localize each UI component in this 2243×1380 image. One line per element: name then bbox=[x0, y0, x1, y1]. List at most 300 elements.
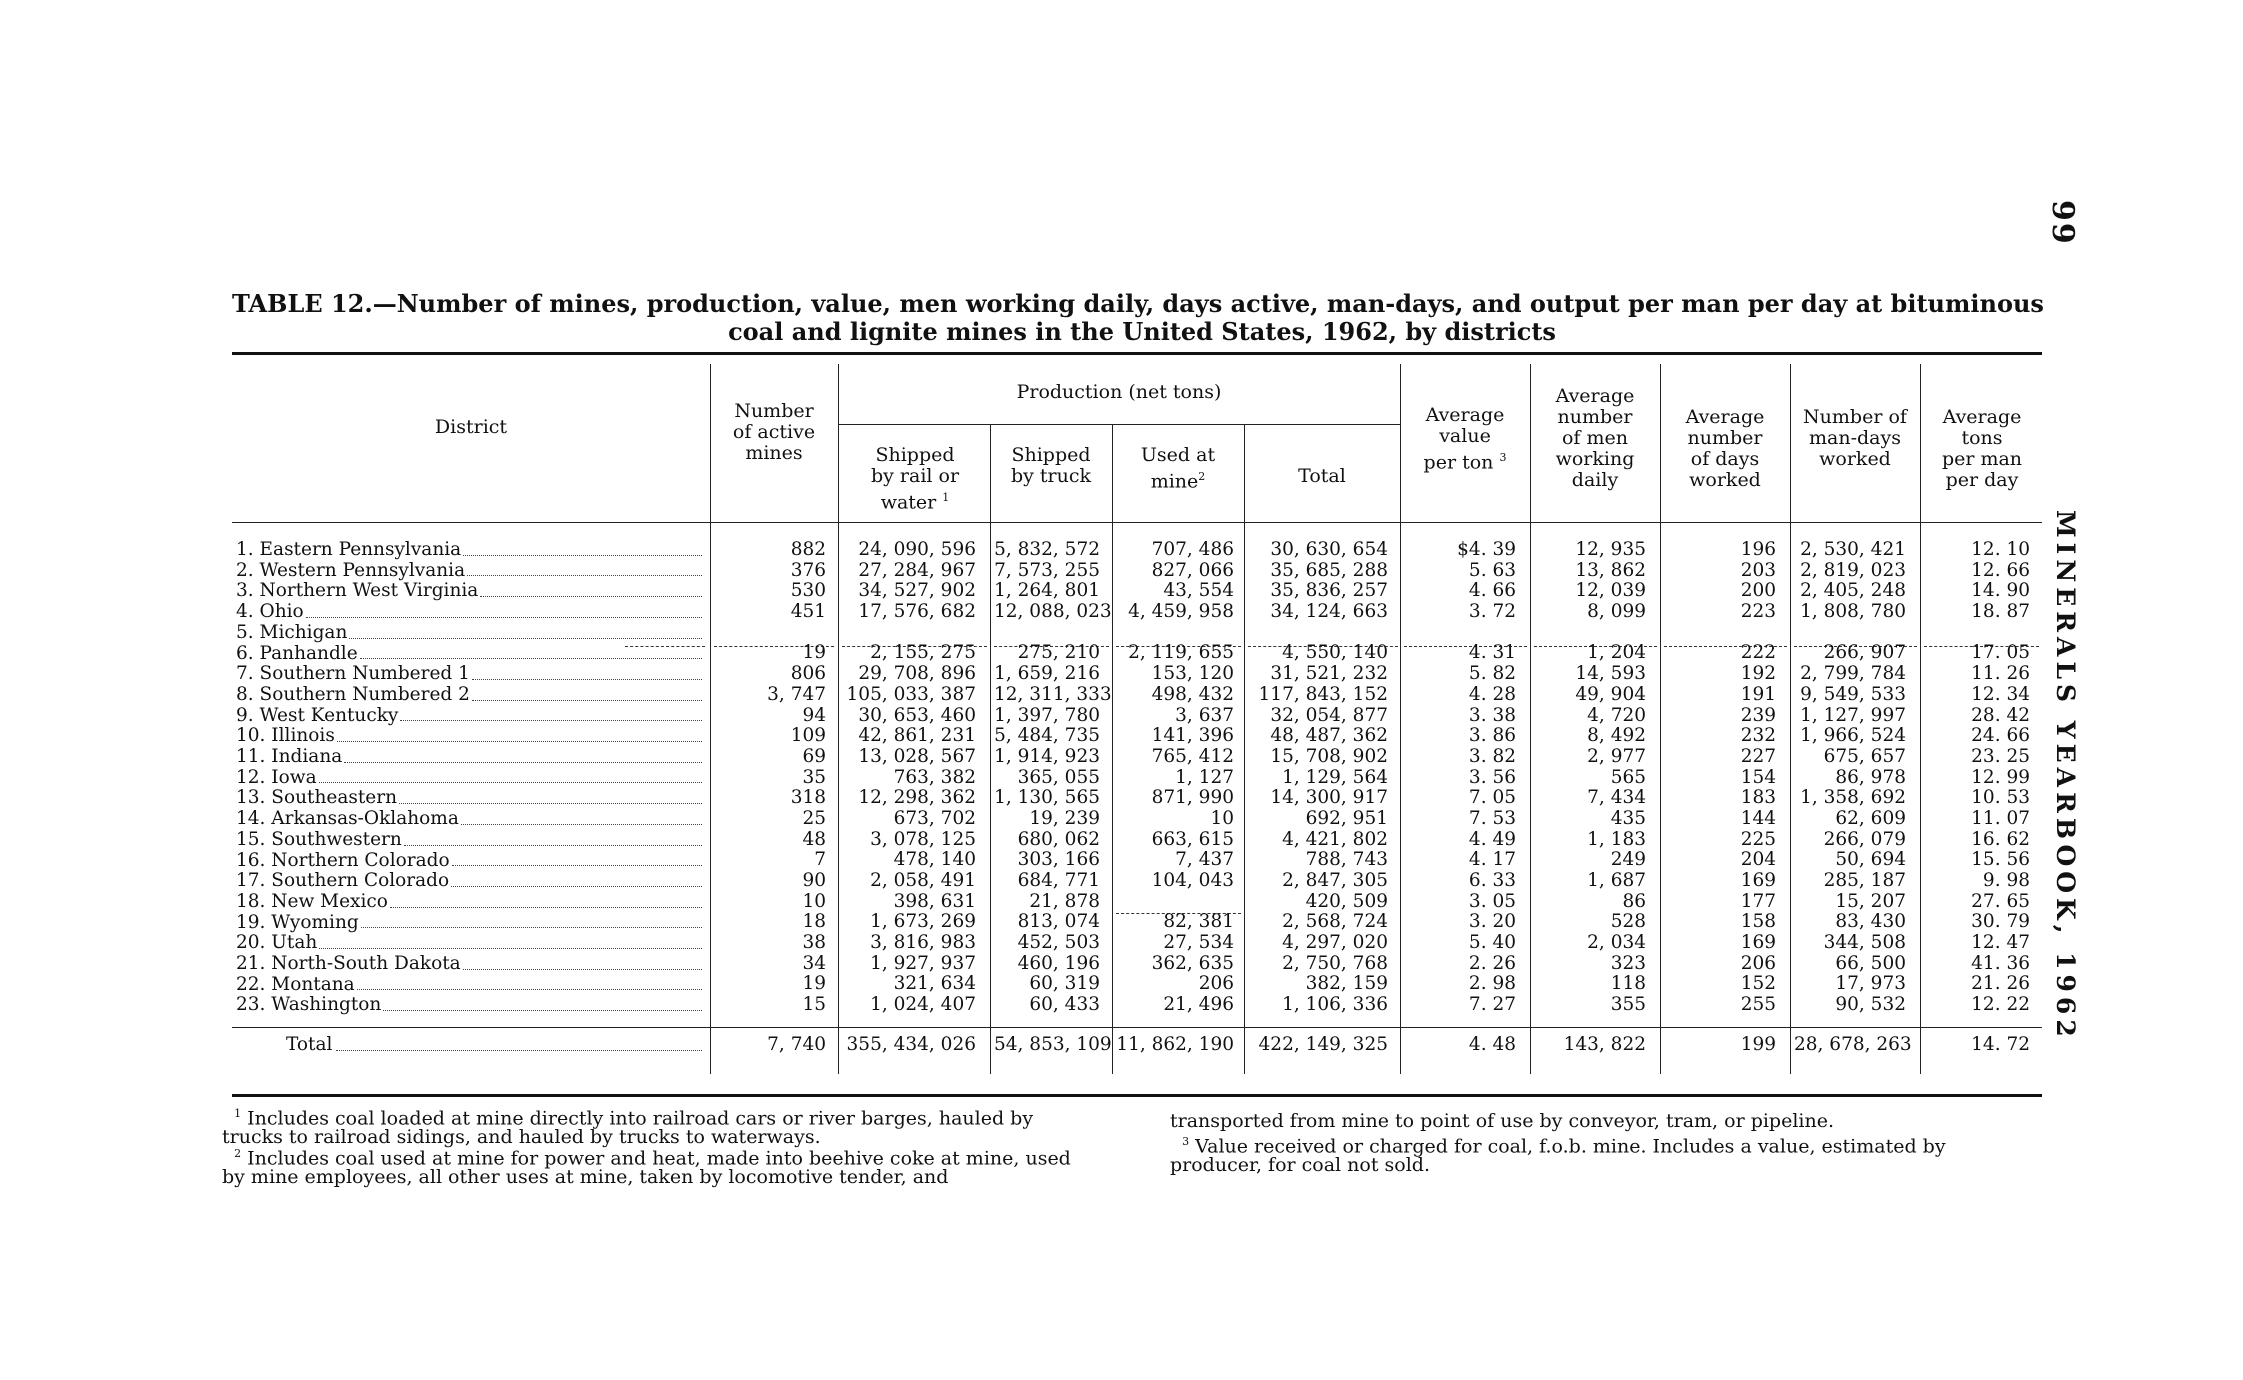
cell-men: 1, 687 bbox=[1587, 870, 1646, 891]
leader-dots bbox=[383, 995, 702, 1011]
col-divider bbox=[1530, 364, 1531, 1074]
cell-tons: 27. 65 bbox=[1971, 890, 2030, 912]
cell-used: 4, 459, 958 bbox=[1128, 601, 1234, 623]
title-line-1: TABLE 12.—Number of mines, production, value, men working daily, days active, man-days, and output per man per day at bituminous bbox=[232, 289, 2044, 318]
district-row bbox=[236, 975, 704, 996]
cell-value: 3. 72 bbox=[1468, 601, 1516, 623]
leader-dots bbox=[467, 561, 702, 577]
cell-rail: 478, 140 bbox=[893, 849, 976, 871]
col-divider bbox=[710, 364, 711, 1074]
cell-total: 32, 054, 877 bbox=[1270, 704, 1388, 726]
cell-tons bbox=[1924, 623, 2030, 644]
leader-dots bbox=[452, 851, 702, 867]
cell-value: 4. 31 bbox=[1468, 642, 1516, 664]
page-number: 99 bbox=[2045, 200, 2080, 246]
cell-mines: 15 bbox=[802, 994, 826, 1016]
cell-truck: 60, 433 bbox=[1029, 994, 1100, 1016]
cell-total: 35, 836, 257 bbox=[1270, 580, 1388, 602]
cell-truck: 5, 832, 572 bbox=[994, 539, 1100, 560]
cell-rail: 30, 653, 460 bbox=[858, 704, 976, 726]
district-row bbox=[236, 851, 704, 872]
header-value-per-ton: Average value per ton $^3$ bbox=[1423, 404, 1507, 474]
production-group-rule bbox=[838, 424, 1400, 425]
header-district: District bbox=[434, 416, 508, 438]
cell-days: 169 bbox=[1740, 870, 1776, 891]
district-name: 2. Western Pennsylvania bbox=[236, 559, 466, 581]
cell-rail: 398, 631 bbox=[893, 890, 976, 912]
footnote-3: $^3$ Value received or charged for coal, f.o.b. mine. Includes a value, estimated by producer, for coal not sold. bbox=[1170, 1135, 1946, 1177]
col-divider bbox=[1790, 364, 1791, 1074]
cell-men: 7, 434 bbox=[1587, 787, 1646, 809]
cell-value: 3. 38 bbox=[1468, 704, 1516, 726]
district-name: 12. Iowa bbox=[236, 766, 317, 788]
cell-man-days: 2, 405, 248 bbox=[1800, 580, 1906, 602]
cell-tons: 41. 36 bbox=[1971, 952, 2030, 974]
district-row bbox=[236, 995, 704, 1016]
cell-rail: 1, 673, 269 bbox=[870, 911, 976, 933]
total-mines: 7, 740 bbox=[767, 1034, 826, 1055]
cell-value: 7. 53 bbox=[1468, 807, 1516, 829]
cell-truck: 460, 196 bbox=[1017, 952, 1100, 974]
cell-days: 223 bbox=[1740, 601, 1776, 623]
cell-man-days: 675, 657 bbox=[1823, 745, 1906, 767]
district-row bbox=[236, 830, 704, 851]
leader-dots bbox=[361, 913, 702, 929]
column-total bbox=[1248, 540, 1388, 1016]
cell-days: 239 bbox=[1740, 704, 1776, 726]
header-used-at-mine: Used at mine$^2$ bbox=[1140, 444, 1216, 493]
column-tons-per-man bbox=[1924, 540, 2030, 1016]
cell-rail: 13, 028, 567 bbox=[858, 745, 976, 767]
cell-days: 204 bbox=[1740, 849, 1776, 871]
cell-truck: 813, 074 bbox=[1017, 911, 1100, 933]
cell-total: 4, 550, 140 bbox=[1282, 642, 1388, 664]
cell-man-days: 266, 079 bbox=[1823, 828, 1906, 850]
column-value-per-ton bbox=[1404, 540, 1516, 1016]
cell-men: 355 bbox=[1610, 994, 1646, 1016]
cell-mines: 19 bbox=[802, 973, 826, 995]
cell-men: 8, 492 bbox=[1587, 725, 1646, 747]
cell-value: 4. 17 bbox=[1468, 849, 1516, 871]
district-row bbox=[236, 561, 704, 582]
cell-truck: 1, 914, 923 bbox=[994, 745, 1100, 767]
cell-used: 104, 043 bbox=[1151, 870, 1234, 891]
cell-men: 14, 593 bbox=[1575, 663, 1646, 685]
total-days: 199 bbox=[1740, 1034, 1776, 1055]
cell-men: 13, 862 bbox=[1575, 559, 1646, 581]
cell-days: 200 bbox=[1740, 580, 1776, 602]
cell-rail: 29, 708, 896 bbox=[858, 663, 976, 685]
cell-total: 15, 708, 902 bbox=[1270, 745, 1388, 767]
cell-used bbox=[1116, 892, 1234, 913]
cell-man-days: 90, 532 bbox=[1835, 994, 1906, 1016]
cell-rail: 763, 382 bbox=[893, 766, 976, 788]
district-row bbox=[236, 871, 704, 892]
cell-rail: 2, 058, 491 bbox=[870, 870, 976, 891]
total-rail: 355, 434, 026 bbox=[846, 1034, 976, 1055]
cell-total: 692, 951 bbox=[1305, 807, 1388, 829]
district-name: 18. New Mexico bbox=[236, 890, 388, 912]
cell-truck: 1, 397, 780 bbox=[994, 704, 1100, 726]
cell-mines: 882 bbox=[790, 539, 826, 560]
district-name: 6. Panhandle bbox=[236, 642, 358, 664]
cell-value: 3. 20 bbox=[1468, 911, 1516, 933]
district-name: 9. West Kentucky bbox=[236, 704, 399, 726]
cell-mines: 7 bbox=[814, 849, 826, 871]
cell-used bbox=[1116, 623, 1234, 644]
cell-days: 192 bbox=[1740, 663, 1776, 685]
cell-used: 27, 534 bbox=[1163, 932, 1234, 954]
cell-tons: 15. 56 bbox=[1971, 849, 2030, 871]
cell-tons: 10. 53 bbox=[1971, 787, 2030, 809]
cell-truck: 1, 130, 565 bbox=[994, 787, 1100, 809]
cell-men: 1, 204 bbox=[1587, 642, 1646, 664]
cell-mines: 35 bbox=[802, 766, 826, 788]
cell-days: 255 bbox=[1740, 994, 1776, 1016]
running-head: MINERALS YEARBOOK, 1962 bbox=[2051, 510, 2080, 1042]
cell-man-days: 1, 358, 692 bbox=[1800, 787, 1906, 809]
cell-truck: 275, 210 bbox=[1017, 642, 1100, 664]
cell-days bbox=[1664, 623, 1776, 644]
cell-value: 7. 27 bbox=[1468, 994, 1516, 1016]
cell-rail: 1, 024, 407 bbox=[870, 994, 976, 1016]
cell-man-days: 15, 207 bbox=[1835, 890, 1906, 912]
district-row bbox=[236, 892, 704, 913]
cell-men: 565 bbox=[1610, 766, 1646, 788]
column-days-worked bbox=[1664, 540, 1776, 1016]
cell-man-days: 62, 609 bbox=[1835, 807, 1906, 829]
cell-total: 117, 843, 152 bbox=[1258, 683, 1388, 705]
cell-value: 3. 82 bbox=[1468, 745, 1516, 767]
cell-men: 249 bbox=[1610, 849, 1646, 871]
column-active-mines bbox=[714, 540, 826, 1016]
cell-total: 420, 509 bbox=[1305, 890, 1388, 912]
cell-total: 2, 750, 768 bbox=[1282, 952, 1388, 974]
district-row bbox=[236, 685, 704, 706]
cell-man-days: 285, 187 bbox=[1823, 870, 1906, 891]
cell-mines: 318 bbox=[790, 787, 826, 809]
header-men-working: Average number of men working daily bbox=[1555, 385, 1635, 491]
cell-tons: 14. 90 bbox=[1971, 580, 2030, 602]
total-man-days: 28, 678, 263 bbox=[1794, 1034, 1912, 1055]
cell-rail: 1, 927, 937 bbox=[870, 952, 976, 974]
cell-used: 765, 412 bbox=[1151, 745, 1234, 767]
district-name: 15. Southwestern bbox=[236, 828, 402, 850]
cell-days: 154 bbox=[1740, 766, 1776, 788]
cell-days: 177 bbox=[1740, 890, 1776, 912]
total-value: 4. 48 bbox=[1468, 1034, 1516, 1055]
table-title bbox=[232, 290, 2052, 346]
col-divider bbox=[838, 364, 839, 1074]
cell-total: 30, 630, 654 bbox=[1270, 539, 1388, 560]
cell-mines: 10 bbox=[802, 890, 826, 912]
cell-rail: 42, 861, 231 bbox=[858, 725, 976, 747]
cell-man-days: 17, 973 bbox=[1835, 973, 1906, 995]
cell-mines: 806 bbox=[790, 663, 826, 685]
cell-total: 4, 421, 802 bbox=[1282, 828, 1388, 850]
cell-value: 5. 40 bbox=[1468, 932, 1516, 954]
cell-truck: 7, 573, 255 bbox=[994, 559, 1100, 581]
cell-men: 4, 720 bbox=[1587, 704, 1646, 726]
cell-mines: 94 bbox=[802, 704, 826, 726]
cell-value: 7. 05 bbox=[1468, 787, 1516, 809]
cell-man-days: 9, 549, 533 bbox=[1800, 683, 1906, 705]
total-truck: 54, 853, 109 bbox=[994, 1034, 1112, 1055]
table-bottom-rule bbox=[232, 1094, 2042, 1097]
cell-truck: 12, 088, 023 bbox=[994, 601, 1112, 623]
cell-men: 8, 099 bbox=[1587, 601, 1646, 623]
cell-rail: 3, 078, 125 bbox=[870, 828, 976, 850]
cell-tons: 16. 62 bbox=[1971, 828, 2030, 850]
cell-used: 7, 437 bbox=[1175, 849, 1234, 871]
district-row bbox=[236, 809, 704, 830]
cell-man-days: 83, 430 bbox=[1835, 911, 1906, 933]
cell-used: 1, 127 bbox=[1175, 766, 1234, 788]
cell-used: 707, 486 bbox=[1151, 539, 1234, 560]
col-divider bbox=[1920, 364, 1921, 1074]
cell-truck: 303, 166 bbox=[1017, 849, 1100, 871]
district-column bbox=[236, 540, 704, 1016]
cell-tons: 28. 42 bbox=[1971, 704, 2030, 726]
district-name: 23. Washington bbox=[236, 994, 382, 1016]
leader-dots bbox=[463, 540, 702, 556]
cell-total: 1, 106, 336 bbox=[1282, 994, 1388, 1016]
leader-dots bbox=[472, 664, 702, 680]
district-name: 22. Montana bbox=[236, 973, 355, 995]
cell-tons: 18. 87 bbox=[1971, 601, 2030, 623]
leader-dots bbox=[344, 747, 702, 763]
column-man-days bbox=[1794, 540, 1906, 1016]
district-row bbox=[236, 540, 704, 561]
cell-used: 141, 396 bbox=[1151, 725, 1234, 747]
cell-rail: 673, 702 bbox=[893, 807, 976, 829]
leader-dots bbox=[399, 788, 702, 804]
cell-men: 118 bbox=[1610, 973, 1646, 995]
cell-tons: 12. 22 bbox=[1971, 994, 2030, 1016]
cell-total: 788, 743 bbox=[1305, 849, 1388, 871]
cell-truck: 19, 239 bbox=[1029, 807, 1100, 829]
cell-total bbox=[1248, 623, 1388, 644]
cell-value: 3. 05 bbox=[1468, 890, 1516, 912]
cell-truck bbox=[994, 623, 1100, 644]
leader-dots bbox=[400, 706, 702, 722]
cell-mines: 451 bbox=[790, 601, 826, 623]
cell-rail: 24, 090, 596 bbox=[858, 539, 976, 560]
cell-used: 82, 381 bbox=[1163, 911, 1234, 933]
header-shipped-truck: Shipped by truck bbox=[1010, 444, 1092, 487]
district-name: 8. Southern Numbered 2 bbox=[236, 683, 470, 705]
cell-mines: 25 bbox=[802, 807, 826, 829]
cell-tons: 11. 07 bbox=[1971, 807, 2030, 829]
district-row bbox=[236, 747, 704, 768]
cell-used: 362, 635 bbox=[1151, 952, 1234, 974]
leader-dots bbox=[404, 830, 702, 846]
district-name: 11. Indiana bbox=[236, 746, 343, 768]
header-days-worked: Average number of days worked bbox=[1685, 406, 1765, 491]
cell-used: 498, 432 bbox=[1151, 683, 1234, 705]
cell-man-days: 1, 127, 997 bbox=[1800, 704, 1906, 726]
cell-truck: 680, 062 bbox=[1017, 828, 1100, 850]
district-name: 5. Michigan bbox=[236, 621, 348, 643]
cell-tons: 11. 26 bbox=[1971, 663, 2030, 685]
cell-rail bbox=[842, 623, 976, 644]
cell-truck: 1, 264, 801 bbox=[994, 580, 1100, 602]
leader-dots bbox=[451, 871, 702, 887]
cell-men: 49, 904 bbox=[1575, 683, 1646, 705]
cell-rail: 12, 298, 362 bbox=[858, 787, 976, 809]
header-total: Total bbox=[1298, 465, 1346, 487]
district-row bbox=[236, 602, 704, 623]
header-man-days: Number of man-days worked bbox=[1803, 406, 1907, 470]
total-tons: 14. 72 bbox=[1971, 1034, 2030, 1055]
cell-days: 227 bbox=[1740, 745, 1776, 767]
cell-value: 5. 82 bbox=[1468, 663, 1516, 685]
district-row bbox=[236, 706, 704, 727]
leader-dots bbox=[463, 954, 702, 970]
cell-total: 14, 300, 917 bbox=[1270, 787, 1388, 809]
district-name: 16. Northern Colorado bbox=[236, 849, 450, 871]
total-men: 143, 822 bbox=[1563, 1034, 1646, 1055]
cell-tons: 30. 79 bbox=[1971, 911, 2030, 933]
cell-man-days: 344, 508 bbox=[1823, 932, 1906, 954]
leader-dots bbox=[461, 809, 702, 825]
cell-man-days: 1, 966, 524 bbox=[1800, 725, 1906, 747]
header-active-mines: Number of active mines bbox=[732, 400, 816, 464]
cell-men: 1, 183 bbox=[1587, 828, 1646, 850]
total-used: 11, 862, 190 bbox=[1116, 1034, 1234, 1055]
footnote-2: $^2$ Includes coal used at mine for power and heat, made into beehive coke at mine, used by mine employees, all other uses at mine, taken by locomotive tender, and bbox=[222, 1147, 1071, 1189]
cell-rail: 105, 033, 387 bbox=[846, 683, 976, 705]
cell-days: 222 bbox=[1740, 642, 1776, 664]
cell-man-days: 1, 808, 780 bbox=[1800, 601, 1906, 623]
cell-value: 4. 28 bbox=[1468, 683, 1516, 705]
cell-value: 6. 33 bbox=[1468, 870, 1516, 891]
cell-value: 3. 86 bbox=[1468, 725, 1516, 747]
cell-men: 2, 034 bbox=[1587, 932, 1646, 954]
district-row bbox=[236, 768, 704, 789]
cell-mines: 18 bbox=[802, 911, 826, 933]
cell-men: 528 bbox=[1610, 911, 1646, 933]
cell-tons: 9. 98 bbox=[1982, 870, 2030, 891]
district-row bbox=[236, 664, 704, 685]
cell-mines: 69 bbox=[802, 745, 826, 767]
cell-mines: 109 bbox=[790, 725, 826, 747]
cell-rail: 3, 816, 983 bbox=[870, 932, 976, 954]
cell-man-days: 266, 907 bbox=[1823, 642, 1906, 664]
district-name: 13. Southeastern bbox=[236, 787, 397, 809]
leader-dots bbox=[349, 623, 702, 639]
cell-value: 4. 66 bbox=[1468, 580, 1516, 602]
cell-days: 169 bbox=[1740, 932, 1776, 954]
cell-men: 323 bbox=[1610, 952, 1646, 974]
cell-mines: 38 bbox=[802, 932, 826, 954]
district-name: 17. Southern Colorado bbox=[236, 870, 450, 892]
cell-truck: 684, 771 bbox=[1017, 870, 1100, 891]
district-row bbox=[236, 581, 704, 602]
cell-mines: 3, 747 bbox=[767, 683, 826, 705]
cell-days: 183 bbox=[1740, 787, 1776, 809]
cell-rail: 34, 527, 902 bbox=[858, 580, 976, 602]
district-row bbox=[236, 913, 704, 934]
cell-tons: 12. 47 bbox=[1971, 932, 2030, 954]
cell-days: 158 bbox=[1740, 911, 1776, 933]
cell-men: 2, 977 bbox=[1587, 745, 1646, 767]
total-label: Total bbox=[286, 1034, 704, 1056]
cell-truck: 5, 484, 735 bbox=[994, 725, 1100, 747]
cell-men: 12, 935 bbox=[1575, 539, 1646, 560]
cell-tons: 12. 99 bbox=[1971, 766, 2030, 788]
cell-truck: 60, 319 bbox=[1029, 973, 1100, 995]
district-name: 3. Northern West Virginia bbox=[236, 580, 479, 602]
column-used-at-mine bbox=[1116, 540, 1234, 1016]
cell-mines: 48 bbox=[802, 828, 826, 850]
cell-total: 1, 129, 564 bbox=[1282, 766, 1388, 788]
leader-dots bbox=[306, 602, 702, 618]
cell-truck: 452, 503 bbox=[1017, 932, 1100, 954]
column-shipped-rail bbox=[842, 540, 976, 1016]
district-name: 7. Southern Numbered 1 bbox=[236, 663, 470, 685]
cell-total: 4, 297, 020 bbox=[1282, 932, 1388, 954]
cell-days: 206 bbox=[1740, 952, 1776, 974]
cell-used: 21, 496 bbox=[1163, 994, 1234, 1016]
cell-rail: 2, 155, 275 bbox=[870, 642, 976, 664]
header-shipped-rail: Shipped by rail or water $^1$ bbox=[870, 444, 960, 514]
district-name: 4. Ohio bbox=[236, 601, 304, 623]
header-production-group: Production (net tons) bbox=[1016, 381, 1222, 403]
leader-dots bbox=[472, 685, 702, 701]
cell-total: 35, 685, 288 bbox=[1270, 559, 1388, 581]
leader-dots bbox=[337, 726, 702, 742]
cell-total: 48, 487, 362 bbox=[1270, 725, 1388, 747]
cell-days: 232 bbox=[1740, 725, 1776, 747]
cell-man-days: 2, 799, 784 bbox=[1800, 663, 1906, 685]
cell-man-days: 86, 978 bbox=[1835, 766, 1906, 788]
district-row bbox=[236, 623, 704, 644]
cell-days: 152 bbox=[1740, 973, 1776, 995]
header-bottom-rule bbox=[232, 522, 2042, 523]
leader-dots bbox=[319, 933, 702, 949]
cell-total: 2, 847, 305 bbox=[1282, 870, 1388, 891]
cell-value: 5. 63 bbox=[1468, 559, 1516, 581]
footnote-1: $^1$ Includes coal loaded at mine directly into railroad cars or river barges, hauled by trucks to railroad sidings, and hauled by trucks to waterways. bbox=[222, 1107, 1034, 1149]
cell-days: 225 bbox=[1740, 828, 1776, 850]
table-top-rule bbox=[232, 352, 2042, 355]
leader-dots bbox=[357, 975, 702, 991]
district-row bbox=[236, 644, 704, 665]
header-tons-per-man: Average tons per man per day bbox=[1941, 406, 2023, 491]
cell-tons: 12. 34 bbox=[1971, 683, 2030, 705]
cell-used: 3, 637 bbox=[1175, 704, 1234, 726]
cell-man-days: 2, 819, 023 bbox=[1800, 559, 1906, 581]
cell-value bbox=[1404, 623, 1516, 644]
cell-used: 206 bbox=[1198, 973, 1234, 995]
title-line-2: coal and lignite mines in the United States, 1962, by districts bbox=[728, 317, 1556, 346]
col-divider bbox=[1660, 364, 1661, 1074]
cell-mines: 90 bbox=[802, 870, 826, 891]
cell-mines: 376 bbox=[790, 559, 826, 581]
cell-used: 10 bbox=[1210, 807, 1234, 829]
cell-days: 144 bbox=[1740, 807, 1776, 829]
cell-man-days bbox=[1794, 623, 1906, 644]
district-name: 21. North-South Dakota bbox=[236, 953, 461, 975]
cell-tons: 17. 05 bbox=[1971, 642, 2030, 664]
cell-man-days: 50, 694 bbox=[1835, 849, 1906, 871]
total-total: 422, 149, 325 bbox=[1258, 1034, 1388, 1055]
cell-men: 86 bbox=[1622, 890, 1646, 912]
col-divider bbox=[1400, 364, 1401, 1074]
cell-value: 3. 56 bbox=[1468, 766, 1516, 788]
cell-days: 196 bbox=[1740, 539, 1776, 560]
